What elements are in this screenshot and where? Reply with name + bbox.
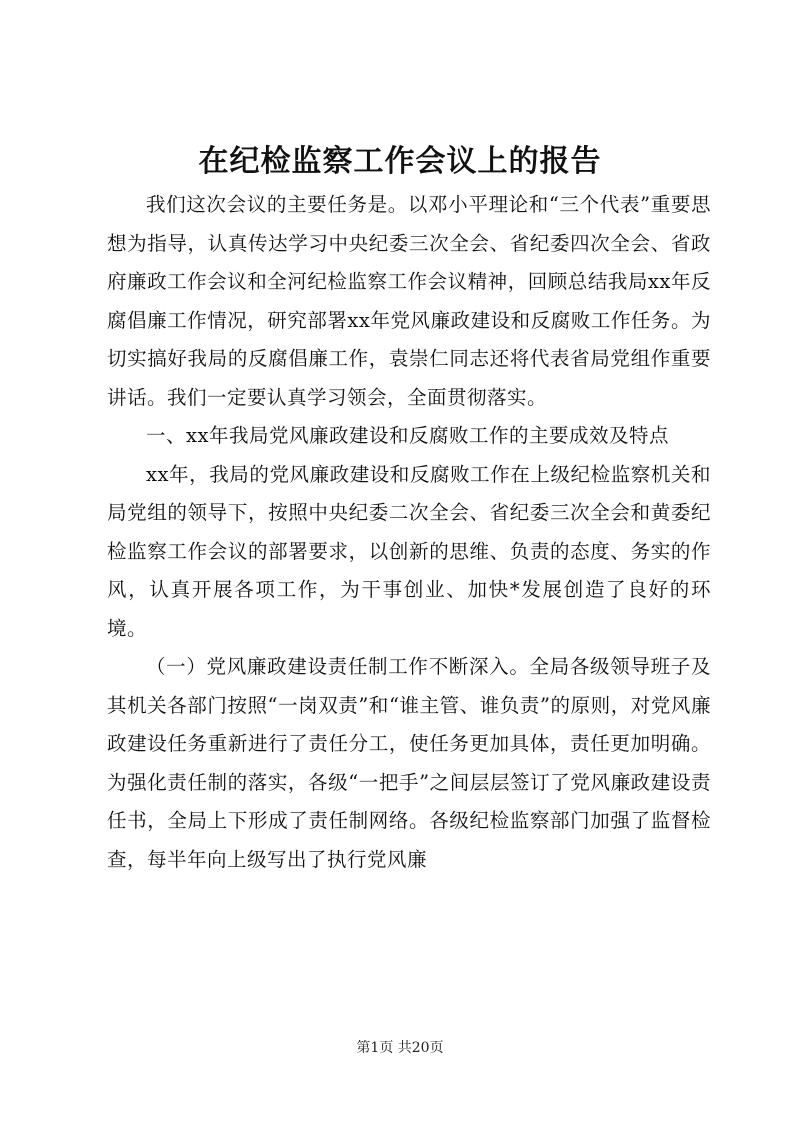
paragraph-intro: 我们这次会议的主要任务是。以邓小平理论和“三个代表”重要思想为指导，认真传达学习中央纪委三次全会、省纪委四次全会、省政府廉政工作会议和全河纪检监察工作会议精神，回顾总结我局xx年反腐倡廉工作情况，研究部署xx年党风廉政建设和反腐败工作任务。为切实搞好我局的反腐倡廉工作，袁崇仁同志还将代表省局党组作重要讲话。我们一定要认真学习领会，全面贯彻落实。 [107,193,711,409]
paragraph-responsibility-system: （一）党风廉政建设责任制工作不断深入。全局各级领导班子及其机关各部门按照“一岗双责”和“谁主管、谁负责”的原则，对党风廉政建设任务重新进行了责任分工，使任务更加具体，责任更加明确。为强化责任制的落实，各级“一把手”之间层层签订了党风廉政建设责任书，全局上下形成了责任制网络。各级纪检监察部门加强了监督检查，每半年向上级写出了执行党风廉 [107,655,711,871]
page-number: 第1页 共20页 [356,1040,444,1056]
document-title: 在纪检监察工作会议上的报告 [198,144,602,179]
document-body [107,186,711,879]
section-heading-1: 一、xx年我局党风廉政建设和反腐败工作的主要成效及特点 [146,424,669,447]
paragraph-achievements: xx年，我局的党风廉政建设和反腐败工作在上级纪检监察机关和局党组的领导下，按照中央纪委二次全会、省纪委三次全会和黄委纪检监察工作会议的部署要求，以创新的思维、负责的态度、务实的作风，认真开展各项工作，为干事创业、加快*发展创造了良好的环境。 [107,462,711,640]
